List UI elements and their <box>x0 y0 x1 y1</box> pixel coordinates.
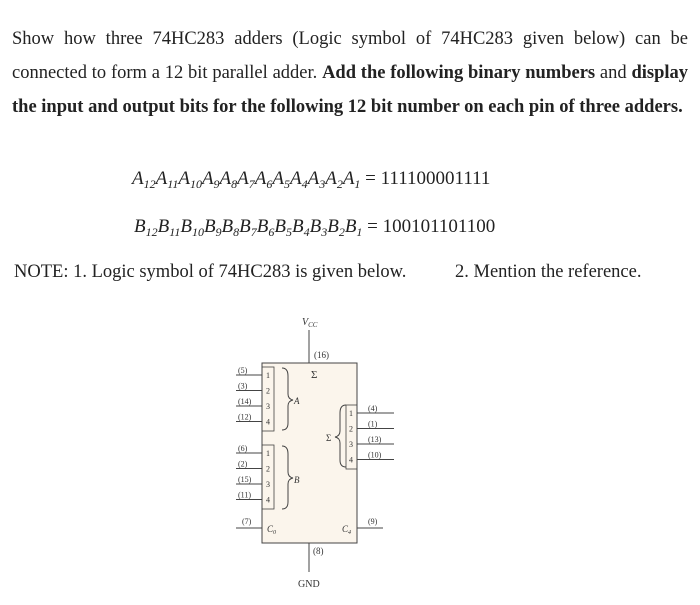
equation-b-term: $B_7$ <box>239 216 257 239</box>
a-input-pin-number: (3) <box>238 381 248 391</box>
sum-bit-label: 3 <box>349 440 353 449</box>
a-input-pin-number: (14) <box>238 397 252 406</box>
equation-b-term: $B_9$ <box>203 216 222 239</box>
equation-a-term: $A_7$ <box>237 168 255 191</box>
equation-b-term: $B_{12}$ <box>134 216 158 239</box>
equation-a-term: $A_4$ <box>289 168 308 191</box>
a-input-pin-number: (5) <box>238 366 248 375</box>
equation-b-term: $B_4$ <box>291 216 310 239</box>
note-line-1: NOTE: 1. Logic symbol of 74HC283 is given below. <box>14 262 407 282</box>
a-input-bit-label: 4 <box>266 417 270 427</box>
equation-b-term: $B_{10}$ <box>180 216 204 239</box>
b-input-bit-label: 1 <box>266 449 270 458</box>
equation-b-value: 100101101100 <box>382 216 496 237</box>
equation-a-term: $A_8$ <box>219 168 238 191</box>
sum-pin-number: (4) <box>368 404 378 413</box>
gnd-pin: (8) <box>313 546 324 556</box>
equation-a-term: $A_2$ <box>325 168 343 191</box>
gnd-label: GND <box>298 579 320 590</box>
b-input-pin-number: (11) <box>238 490 252 500</box>
equation-a-term: $A_9$ <box>201 168 220 191</box>
question-bold-1: Add the following binary numbers <box>322 63 596 83</box>
chip-body <box>262 363 357 543</box>
a-input-bit-label: 1 <box>266 371 270 380</box>
sum-pin-number: (13) <box>368 435 382 444</box>
b-input-pin-number: (15) <box>238 475 252 484</box>
equation-b-term: $B_3$ <box>309 216 328 239</box>
equation-a-term: $A_1$ <box>342 168 361 191</box>
equation-b-term: $B_8$ <box>221 216 240 239</box>
equation-b-term: $B_1$ <box>344 216 363 239</box>
equation-a-term: $A_6$ <box>254 168 273 191</box>
c4-label: $C_4$ <box>342 524 352 536</box>
sum-pin-number: (1) <box>368 419 378 429</box>
equation-b-term: $B_6$ <box>256 216 275 239</box>
a-input-bit-label: 2 <box>266 386 270 396</box>
equation-a-term: $A_{11}$ <box>155 168 179 191</box>
equation-b-term: $B_{11}$ <box>157 216 181 239</box>
equation-b-term: $B_2$ <box>327 216 345 239</box>
b-group-label: B <box>294 475 300 485</box>
c4-pin: (9) <box>368 517 378 526</box>
sum-bit-label: 2 <box>349 424 353 434</box>
sum-pin-number: (10) <box>368 450 382 460</box>
a-input-bit-label: 3 <box>266 402 270 411</box>
note-line-2: 2. Mention the reference. <box>455 262 642 282</box>
equation-b-equals: = <box>367 216 378 237</box>
vcc-pin: (16) <box>314 350 329 360</box>
equation-a-equals: = <box>365 168 376 189</box>
equation-a-term: $A_{10}$ <box>178 168 202 191</box>
vcc-label: $V_{CC}$ <box>302 317 318 329</box>
equation-b-term: $B_5$ <box>274 216 292 239</box>
b-input-pin-number: (2) <box>238 459 248 469</box>
c0-pin: (7) <box>242 517 252 526</box>
sigma-top: Σ <box>311 369 318 381</box>
equation-a-term: $A_3$ <box>307 168 326 191</box>
sum-bit-label: 1 <box>349 409 353 418</box>
b-input-bit-label: 3 <box>266 480 270 489</box>
c0-label: $C_0$ <box>267 524 277 536</box>
sum-bit-label: 4 <box>349 455 353 465</box>
equation-a-term: $A_{12}$ <box>132 168 156 191</box>
equation-a-value: 111100001111 <box>380 168 491 189</box>
a-input-pin-number: (12) <box>238 412 252 422</box>
a-group-label: A <box>294 396 300 406</box>
question-part-1: Show how three 74HC283 adders (Logic symbol of 74HC283 given below) can be connected to form a 12 bit parallel adder. <box>12 29 688 83</box>
sigma-sum: Σ <box>326 433 332 443</box>
equation-a-term: $A_5$ <box>272 168 290 191</box>
question-bold-2: display the input and output bits for the following 12 bit number on each pin of three adders. <box>12 63 688 117</box>
question-part-3: and <box>595 63 632 83</box>
b-input-bit-label: 4 <box>266 495 270 505</box>
b-input-pin-number: (6) <box>238 444 248 453</box>
b-input-bit-label: 2 <box>266 464 270 474</box>
